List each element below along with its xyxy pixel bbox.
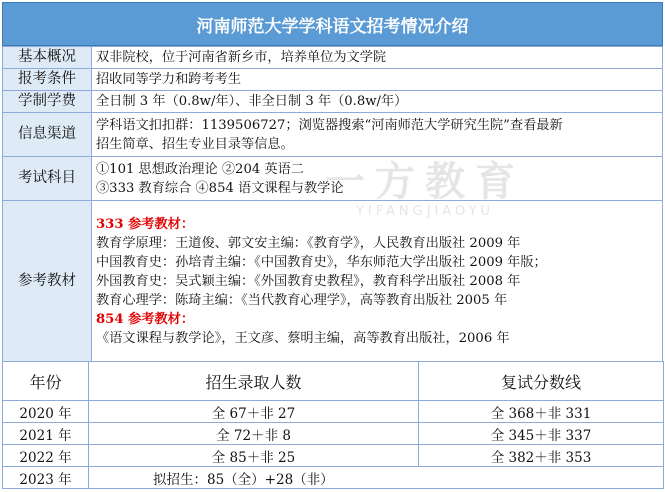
cell-admitted: 全 72＋非 8: [89, 423, 419, 445]
cell-score: 全 368＋非 331: [419, 401, 664, 423]
table-row-2023: [3, 467, 664, 489]
value-subjects: [92, 157, 663, 201]
cell-year: 2023 年: [3, 467, 89, 489]
cell-score: 全 345＋非 337: [419, 423, 664, 445]
label-channels: 信息渠道: [3, 113, 92, 157]
info-table: [2, 46, 663, 362]
label-textbooks: 参考教材: [3, 201, 92, 362]
book-854: 《语文课程与教学论》，王文彦、蔡明主编，高等教育出版社，2006 年: [96, 330, 510, 346]
cell-year: 2021 年: [3, 423, 89, 445]
subject-line: ①101 思想政治理论 ②204 英语二: [96, 161, 304, 177]
header-year: 年份: [3, 362, 89, 401]
table-row: [3, 445, 664, 467]
row-textbooks: [3, 201, 663, 362]
cell-score: 全 382＋非 353: [419, 445, 664, 467]
value-overview: 双非院校，位于河南省新乡市，培养单位为文学院: [92, 47, 663, 69]
watermark-main: 一方教育: [325, 159, 525, 205]
table-row: [3, 401, 664, 423]
row-overview: [3, 47, 663, 69]
cell-plan-2023: 拟招生：85（全）+28（非）: [89, 467, 664, 489]
label-conditions: 报考条件: [3, 69, 92, 91]
value-conditions: 招收同等学力和跨考考生: [92, 69, 663, 91]
cell-year: 2022 年: [3, 445, 89, 467]
book-333: 教育学原理：王道俊、郭文安主编：《教育学》，人民教育出版社 2009 年: [96, 235, 521, 251]
watermark-sub: YIFANGJIAOYU: [355, 204, 495, 219]
channels-line: 学科语文扣扣群：1139506727；浏览器搜索“河南师范大学研究生院”查看最新: [96, 117, 563, 133]
cell-year: 2020 年: [3, 401, 89, 423]
subject-line: ③333 教育综合 ④854 语文课程与教学论: [96, 180, 344, 196]
value-channels: [92, 113, 663, 157]
row-conditions: [3, 69, 663, 91]
heading-333: 333 参考教材：: [96, 216, 195, 232]
book-333: 教育心理学：陈琦主编：《当代教育心理学》，高等教育出版社 2005 年: [96, 292, 508, 308]
header-admitted: 招生录取人数: [89, 362, 419, 401]
book-333: 中国教育史：孙培青主编：《中国教育史》，华东师范大学出版社 2009 年版；: [96, 254, 547, 270]
header-score: 复试分数线: [419, 362, 664, 401]
stats-header-row: [3, 362, 664, 401]
cell-admitted: 全 67＋非 27: [89, 401, 419, 423]
row-duration-fee: [3, 91, 663, 113]
table-row: [3, 423, 664, 445]
label-overview: 基本概况: [3, 47, 92, 69]
label-subjects: 考试科目: [3, 157, 92, 201]
value-duration-fee: 全日制 3 年（0.8w/年）、非全日制 3 年（0.8w/年）: [92, 91, 663, 113]
channels-line: 招生简章、招生专业目录等信息。: [96, 136, 294, 152]
page-title: 河南师范大学学科语文招考情况介绍: [2, 2, 663, 46]
row-channels: [3, 113, 663, 157]
value-textbooks: [92, 201, 663, 362]
row-subjects: [3, 157, 663, 201]
label-duration-fee: 学制学费: [3, 91, 92, 113]
heading-854: 854 参考教材：: [96, 311, 195, 327]
book-333: 外国教育史：吴式颖主编：《外国教育史教程》，教育科学出版社 2008 年: [96, 273, 521, 289]
stats-table: [2, 361, 664, 489]
cell-admitted: 全 85＋非 25: [89, 445, 419, 467]
